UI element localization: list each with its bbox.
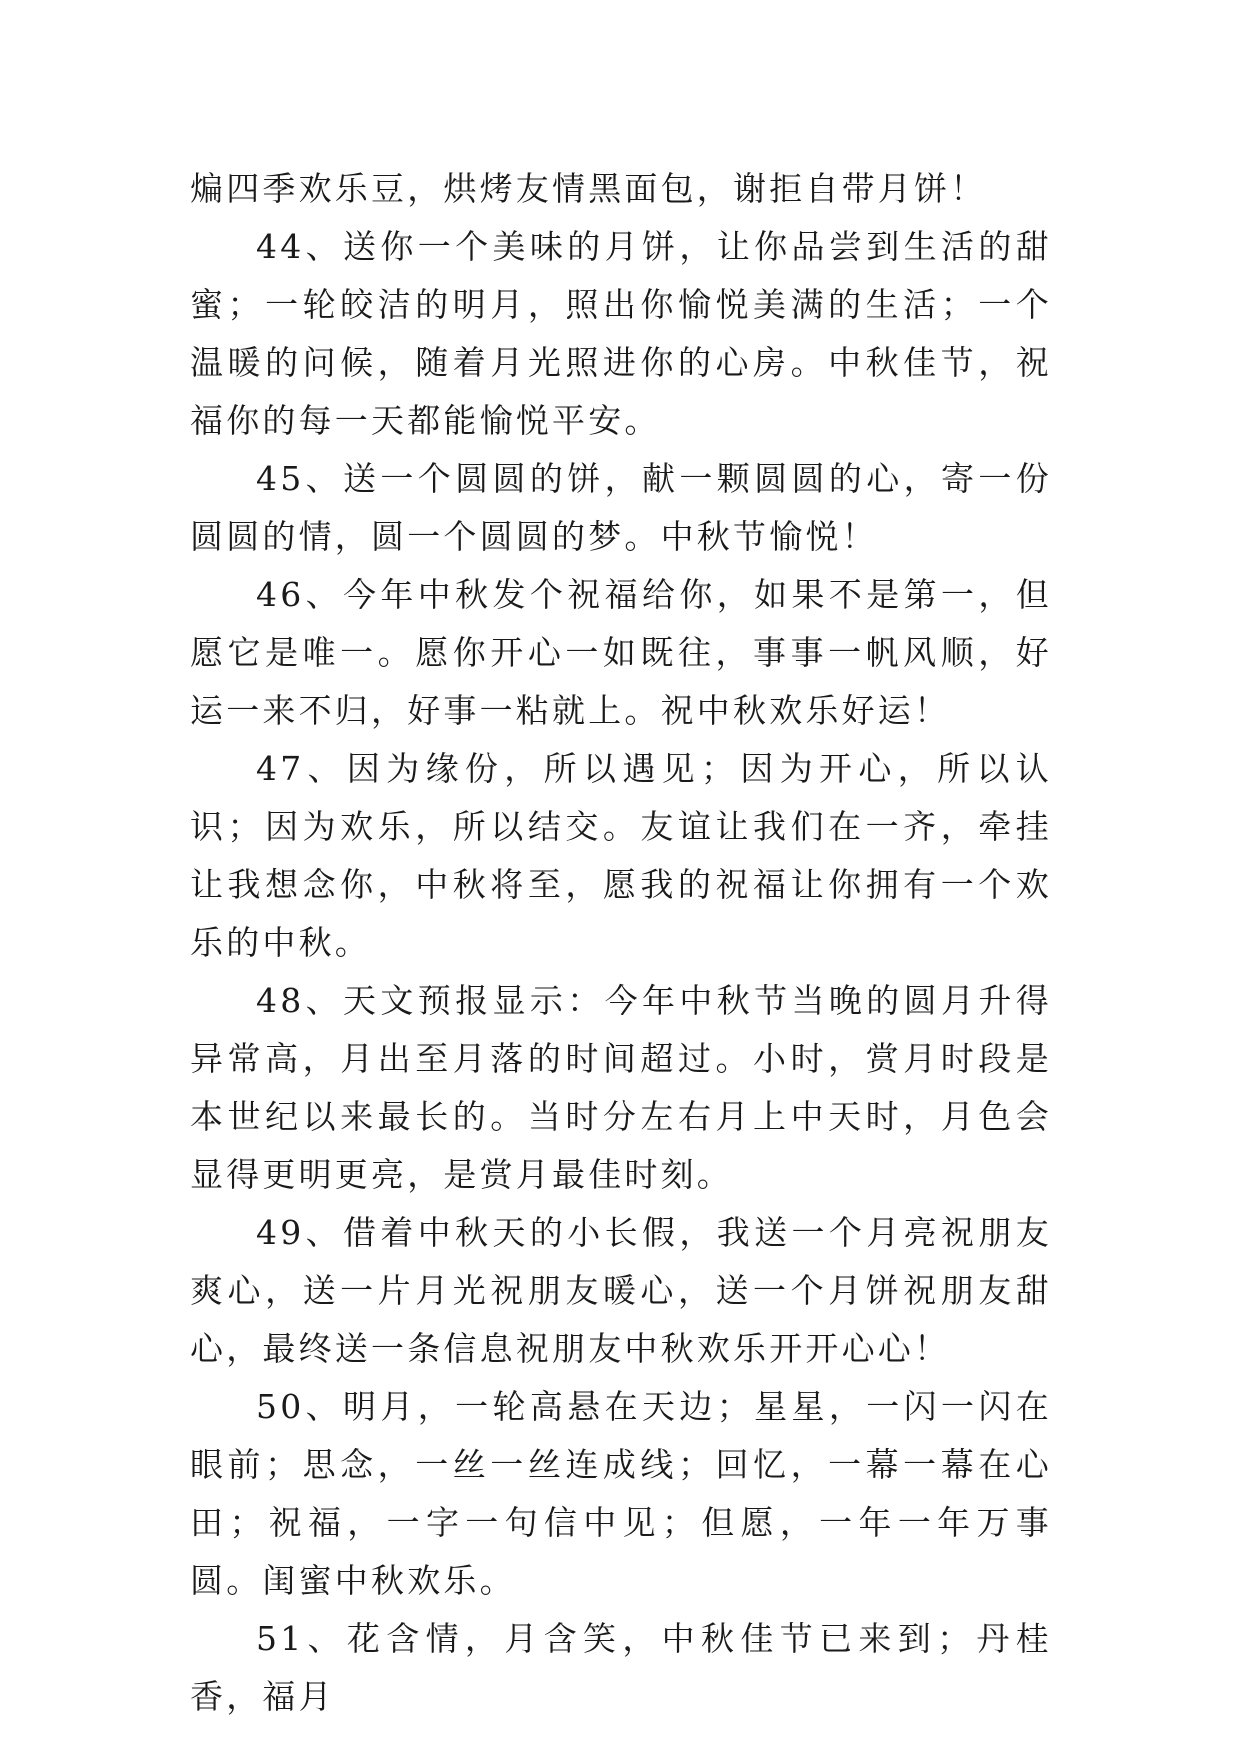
paragraph-50: 50、明月，一轮高悬在天边；星星，一闪一闪在眼前；思念，一丝一丝连成线；回忆，一幕一幕在心田；祝福，一字一句信中见；但愿，一年一年万事圆。闺蜜中秋欢乐。 <box>190 1387 1052 1600</box>
paragraph-45: 45、送一个圆圆的饼，献一颗圆圆的心，寄一份圆圆的情，圆一个圆圆的梦。中秋节愉悦！ <box>190 459 1052 556</box>
paragraph-44: 44、送你一个美味的月饼，让你品尝到生活的甜蜜；一轮皎洁的明月，照出你愉悦美满的生活；一个温暖的问候，随着月光照进你的心房。中秋佳节，祝福你的每一天都能愉悦平安。 <box>190 227 1052 440</box>
paragraph-51: 51、花含情，月含笑，中秋佳节已来到；丹桂香，福月 <box>190 1619 1052 1716</box>
paragraph-49: 49、借着中秋天的小长假，我送一个月亮祝朋友爽心，送一片月光祝朋友暖心，送一个月饼祝朋友甜心，最终送一条信息祝朋友中秋欢乐开开心心！ <box>190 1213 1052 1368</box>
paragraph-46: 46、今年中秋发个祝福给你，如果不是第一，但愿它是唯一。愿你开心一如既往，事事一帆风顺，好运一来不归，好事一粘就上。祝中秋欢乐好运！ <box>190 575 1052 730</box>
document-body <box>190 160 1052 1726</box>
paragraph-continued: 煸四季欢乐豆，烘烤友情黑面包，谢拒自带月饼！ <box>190 169 987 208</box>
paragraph-48: 48、天文预报显示：今年中秋节当晚的圆月升得异常高，月出至月落的时间超过。小时，赏月时段是本世纪以来最长的。当时分左右月上中天时，月色会显得更明更亮，是赏月最佳时刻。 <box>190 981 1052 1194</box>
paragraph-47: 47、因为缘份，所以遇见；因为开心，所以认识；因为欢乐，所以结交。友谊让我们在一齐，牵挂让我想念你，中秋将至，愿我的祝福让你拥有一个欢乐的中秋。 <box>190 749 1052 962</box>
